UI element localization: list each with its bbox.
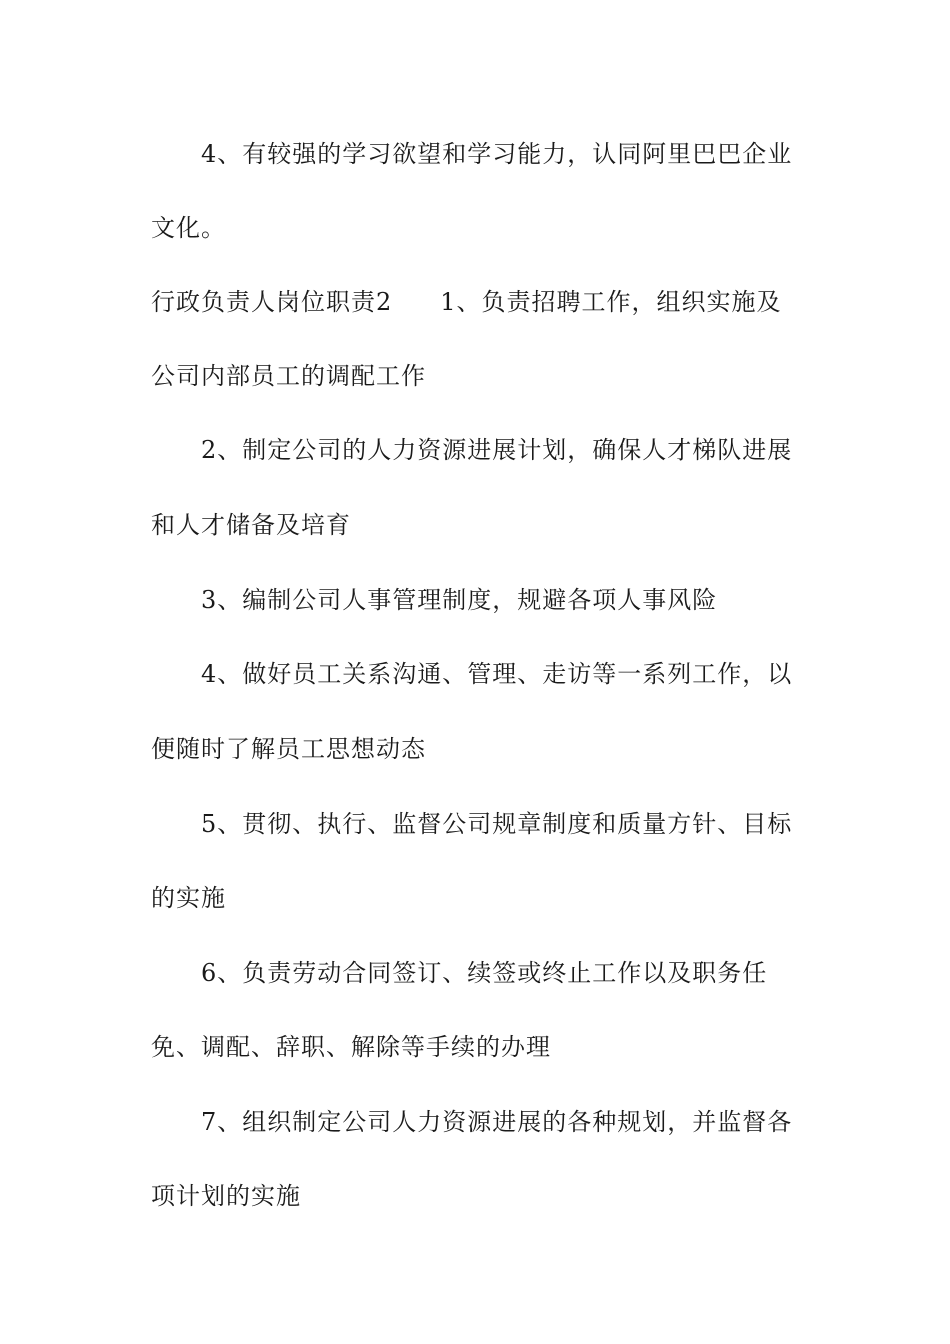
section-heading: 行政负责人岗位职责2 — [151, 288, 393, 316]
paragraph-line: 2、制定公司的人力资源进展计划，确保人才梯队进展 — [201, 436, 793, 464]
section-heading-line — [151, 282, 811, 322]
paragraph-text: 1、负责招聘工作，组织实施及 — [440, 288, 782, 316]
paragraph-line: 4、做好员工关系沟通、管理、走访等一系列工作，以 — [201, 660, 793, 688]
paragraph-line: 7、组织制定公司人力资源进展的各种规划，并监督各 — [201, 1108, 793, 1136]
paragraph-line: 3、编制公司人事管理制度，规避各项人事风险 — [201, 586, 718, 614]
paragraph-line: 6、负责劳动合同签订、续签或终止工作以及职务任 — [201, 959, 768, 987]
paragraph-line: 项计划的实施 — [151, 1182, 301, 1210]
paragraph-line: 4、有较强的学习欲望和学习能力，认同阿里巴巴企业 — [201, 140, 793, 168]
paragraph-line: 5、贯彻、执行、监督公司规章制度和质量方针、目标 — [201, 810, 793, 838]
paragraph-line: 文化。 — [151, 214, 226, 242]
paragraph-line: 和人才储备及培育 — [151, 511, 351, 539]
paragraph-line: 公司内部员工的调配工作 — [151, 362, 426, 390]
paragraph-line: 的实施 — [151, 884, 226, 912]
paragraph-line: 便随时了解员工思想动态 — [151, 735, 426, 763]
paragraph-line: 免、调配、辞职、解除等手续的办理 — [151, 1033, 551, 1061]
